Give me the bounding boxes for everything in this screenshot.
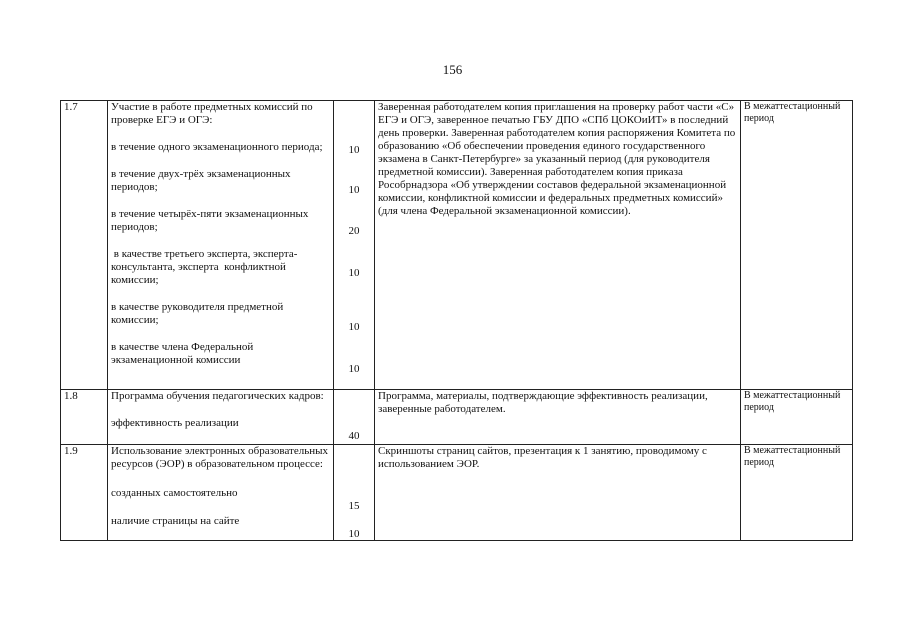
row-number: 1.7 <box>61 101 108 390</box>
criterion-item: в течение одного экзаменационного периода; <box>111 141 323 153</box>
criterion-item: эффективность реализации <box>111 417 239 429</box>
row-number: 1.9 <box>61 445 108 541</box>
points-value: 15 <box>348 500 360 512</box>
points-cell <box>334 390 375 445</box>
period-cell: В межаттестационный период <box>741 390 853 445</box>
points-value: 10 <box>348 321 360 333</box>
points-value: 10 <box>348 144 360 156</box>
criterion-item: в качестве третьего эксперта, эксперта-консультанта, эксперта конфликтной комиссии; <box>111 248 298 286</box>
points-value: 10 <box>348 184 360 196</box>
period-cell: В межаттестационный период <box>741 101 853 390</box>
criterion-title: Участие в работе предметных комиссий по проверке ЕГЭ и ОГЭ: <box>111 101 313 126</box>
evidence-cell: Заверенная работодателем копия приглашения на проверку работ части «С» ЕГЭ и ОГЭ, заверенное печатью ГБУ ДПО «СПб ЦОКОиИТ» в последний день проверки. Заверенная работодателем копия распоряжения Комитета по образованию «Об обеспечении проведения единого государственного экзамена в Санкт-Петербурге» за указанный период (для руководителя предметной комиссии). Заверенная работодателем копия приказа Рособрнадзора «Об утверждении составов федеральной экзаменационной комиссии, конфликтной комиссии и федеральных предметных комиссий» (для члена Федеральной экзаменационной комиссии). <box>375 101 741 390</box>
points-value: 10 <box>348 528 360 540</box>
criterion-cell <box>108 101 334 390</box>
evidence-cell: Скриншоты страниц сайтов, презентация к 1 занятию, проводимому с использованием ЭОР. <box>375 445 741 541</box>
criterion-cell <box>108 445 334 541</box>
points-value: 40 <box>348 430 360 442</box>
criterion-item: в течение двух-трёх экзаменационных периодов; <box>111 168 291 193</box>
criterion-title: Программа обучения педагогических кадров: <box>111 390 324 402</box>
row-number: 1.8 <box>61 390 108 445</box>
criterion-item: в течение четырёх-пяти экзаменационных периодов; <box>111 208 309 233</box>
criteria-table <box>60 100 853 541</box>
criterion-item: в качестве руководителя предметной комиссии; <box>111 301 284 326</box>
criterion-item: наличие страницы на сайте <box>111 515 240 527</box>
table-row <box>61 101 853 390</box>
points-value: 10 <box>348 363 360 375</box>
criterion-cell <box>108 390 334 445</box>
criterion-item: созданных самостоятельно <box>111 487 238 499</box>
points-value: 20 <box>348 225 360 237</box>
table-row <box>61 445 853 541</box>
points-cell <box>334 445 375 541</box>
points-value: 10 <box>348 267 360 279</box>
points-cell <box>334 101 375 390</box>
evidence-cell: Программа, материалы, подтверждающие эффективность реализации, заверенные работодателем. <box>375 390 741 445</box>
page-number: 156 <box>442 62 463 77</box>
table-row <box>61 390 853 445</box>
period-cell: В межаттестационный период <box>741 445 853 541</box>
criterion-title: Использование электронных образовательных ресурсов (ЭОР) в образовательном процессе: <box>111 445 329 470</box>
criterion-item: в качестве члена Федеральной экзаменационной комиссии <box>111 341 254 366</box>
